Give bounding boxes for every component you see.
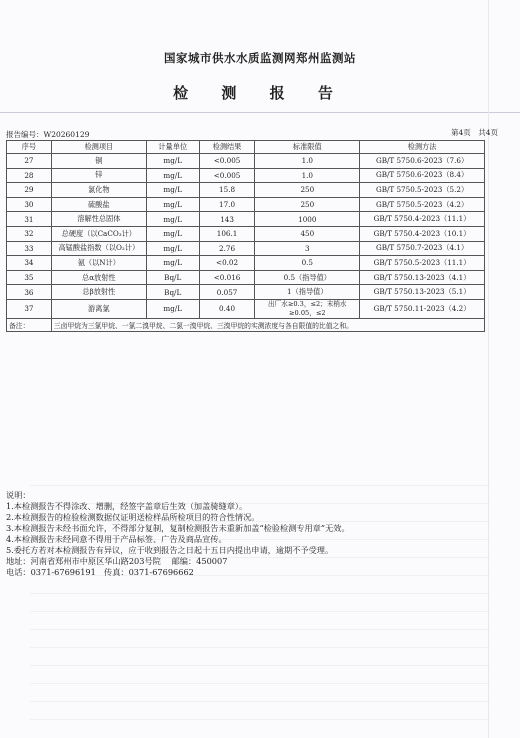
cell-method: GB/T 5750.5-2023（5.2） <box>360 183 485 198</box>
col-header-limit: 标准限值 <box>255 141 360 154</box>
cell-seq: 27 <box>7 154 52 169</box>
cell-limit: 450 <box>255 226 360 241</box>
cell-unit: mg/L <box>146 299 199 318</box>
report-number: 报告编号：W20260129 <box>6 130 90 139</box>
cell-item: 氨（以N计） <box>51 256 146 271</box>
cell-limit: 250 <box>255 183 360 198</box>
col-header-item: 检测项目 <box>51 141 146 154</box>
cell-limit: 250 <box>255 197 360 212</box>
cell-result: 17.0 <box>199 197 255 212</box>
cell-method: GB/T 5750.7-2023（4.1） <box>360 241 485 256</box>
cell-item: 溶解性总固体 <box>51 212 146 227</box>
table-row <box>7 197 485 212</box>
cell-seq: 36 <box>7 285 52 300</box>
cell-item: 高锰酸盐指数（以O₂计） <box>51 241 146 256</box>
remark-item: 2.本检测报告的检验检测数据仅证明送检样品所检项目的符合性情况。 <box>6 512 260 522</box>
cell-result: <0.005 <box>199 168 255 183</box>
cell-limit: 1.0 <box>255 168 360 183</box>
page-number: 第4页 共4页 <box>450 128 498 137</box>
table-row <box>7 154 485 169</box>
cell-item: 总α放射性 <box>51 270 146 285</box>
cell-seq: 34 <box>7 256 52 271</box>
col-header-result: 检测结果 <box>199 141 255 154</box>
cell-item: 总β放射性 <box>51 285 146 300</box>
cell-unit: mg/L <box>146 256 199 271</box>
remarks-heading: 说明： <box>6 490 31 500</box>
cell-item: 铜 <box>51 154 146 169</box>
remark-item: 3.本检测报告未经书面允许，不得部分复制，复制检测报告未重新加盖“检验检测专用章”无效。 <box>6 523 350 533</box>
cell-result: 106.1 <box>199 226 255 241</box>
cell-result: <0.005 <box>199 154 255 169</box>
table-row <box>7 270 485 285</box>
cell-unit: mg/L <box>146 168 199 183</box>
cell-unit: mg/L <box>146 241 199 256</box>
cell-result: <0.016 <box>199 270 255 285</box>
table-row <box>7 168 485 183</box>
cell-item: 硫酸盐 <box>51 197 146 212</box>
phone-line: 电话：0371-67696191 传真：0371-67696662 <box>6 567 194 577</box>
remark-item: 4.本检测报告未经同意不得用于产品标签、广告及商品宣传。 <box>6 534 227 544</box>
table-row <box>7 212 485 227</box>
cell-seq: 30 <box>7 197 52 212</box>
cell-item: 游离氯 <box>51 299 146 318</box>
col-header-unit: 计量单位 <box>146 141 199 154</box>
cell-method: GB/T 5750.5-2023（11.1） <box>360 256 485 271</box>
cell-method: GB/T 5750.4-2023（11.1） <box>360 212 485 227</box>
cell-method: GB/T 5750.4-2023（10.1） <box>360 226 485 241</box>
table-header-row <box>7 141 485 154</box>
table-row <box>7 241 485 256</box>
cell-method: GB/T 5750.6-2023（7.6） <box>360 154 485 169</box>
cell-method: GB/T 5750.11-2023（4.2） <box>360 299 485 318</box>
remarks-section <box>6 490 350 578</box>
note-label: 备注： <box>7 318 52 331</box>
results-table <box>6 140 485 332</box>
cell-result: 143 <box>199 212 255 227</box>
cell-unit: mg/L <box>146 226 199 241</box>
table-row <box>7 299 485 318</box>
cell-result: <0.02 <box>199 256 255 271</box>
cell-unit: mg/L <box>146 183 199 198</box>
cell-method: GB/T 5750.6-2023（8.4） <box>360 168 485 183</box>
cell-unit: Bq/L <box>146 285 199 300</box>
cell-result: 0.40 <box>199 299 255 318</box>
cell-limit: 0.5 <box>255 256 360 271</box>
table-row <box>7 183 485 198</box>
cell-item: 氯化物 <box>51 183 146 198</box>
cell-result: 2.76 <box>199 241 255 256</box>
address-line: 地址：河南省郑州市中原区华山路203号院 邮编：450007 <box>6 556 228 566</box>
cell-result: 15.8 <box>199 183 255 198</box>
remark-item: 5.委托方若对本检测报告有异议，应于收到报告之日起十五日内提出申请，逾期不予受理。 <box>6 545 334 555</box>
cell-unit: mg/L <box>146 212 199 227</box>
table-row <box>7 226 485 241</box>
cell-seq: 28 <box>7 168 52 183</box>
cell-item: 总硬度（以CaCO₃计） <box>51 226 146 241</box>
cell-limit: 出厂水≥0.3，≤2；末梢水≥0.05，≤2 <box>255 299 360 318</box>
cell-unit: mg/L <box>146 197 199 212</box>
fold-line-vertical <box>488 0 489 738</box>
cell-seq: 29 <box>7 183 52 198</box>
cell-method: GB/T 5750.13-2023（4.1） <box>360 270 485 285</box>
col-header-method: 检测方法 <box>360 141 485 154</box>
cell-item: 锌 <box>51 168 146 183</box>
organization-name: 国家城市供水水质监测网郑州监测站 <box>164 51 356 65</box>
cell-seq: 33 <box>7 241 52 256</box>
remark-item: 1.本检测报告不得涂改、增删，经签字盖章后生效（加盖骑缝章）。 <box>6 501 248 511</box>
fold-line <box>0 112 520 113</box>
cell-limit: 1.0 <box>255 154 360 169</box>
cell-unit: mg/L <box>146 154 199 169</box>
cell-seq: 37 <box>7 299 52 318</box>
cell-seq: 35 <box>7 270 52 285</box>
cell-limit: 0.5（指导值） <box>255 270 360 285</box>
cell-limit: 3 <box>255 241 360 256</box>
cell-unit: Bq/L <box>146 270 199 285</box>
cell-seq: 32 <box>7 226 52 241</box>
cell-limit: 1（指导值） <box>255 285 360 300</box>
cell-method: GB/T 5750.13-2023（5.1） <box>360 285 485 300</box>
note-row <box>7 318 485 331</box>
table-row <box>7 256 485 271</box>
col-header-seq: 序号 <box>7 141 52 154</box>
note-text: 三卤甲烷为三氯甲烷、一氯二溴甲烷、二氯一溴甲烷、三溴甲烷的实测浓度与各自限值的比值之和。 <box>51 318 484 331</box>
report-title: 检 测 报 告 <box>173 84 347 102</box>
table-row <box>7 285 485 300</box>
cell-limit: 1000 <box>255 212 360 227</box>
cell-seq: 31 <box>7 212 52 227</box>
cell-method: GB/T 5750.5-2023（4.2） <box>360 197 485 212</box>
cell-result: 0.057 <box>199 285 255 300</box>
